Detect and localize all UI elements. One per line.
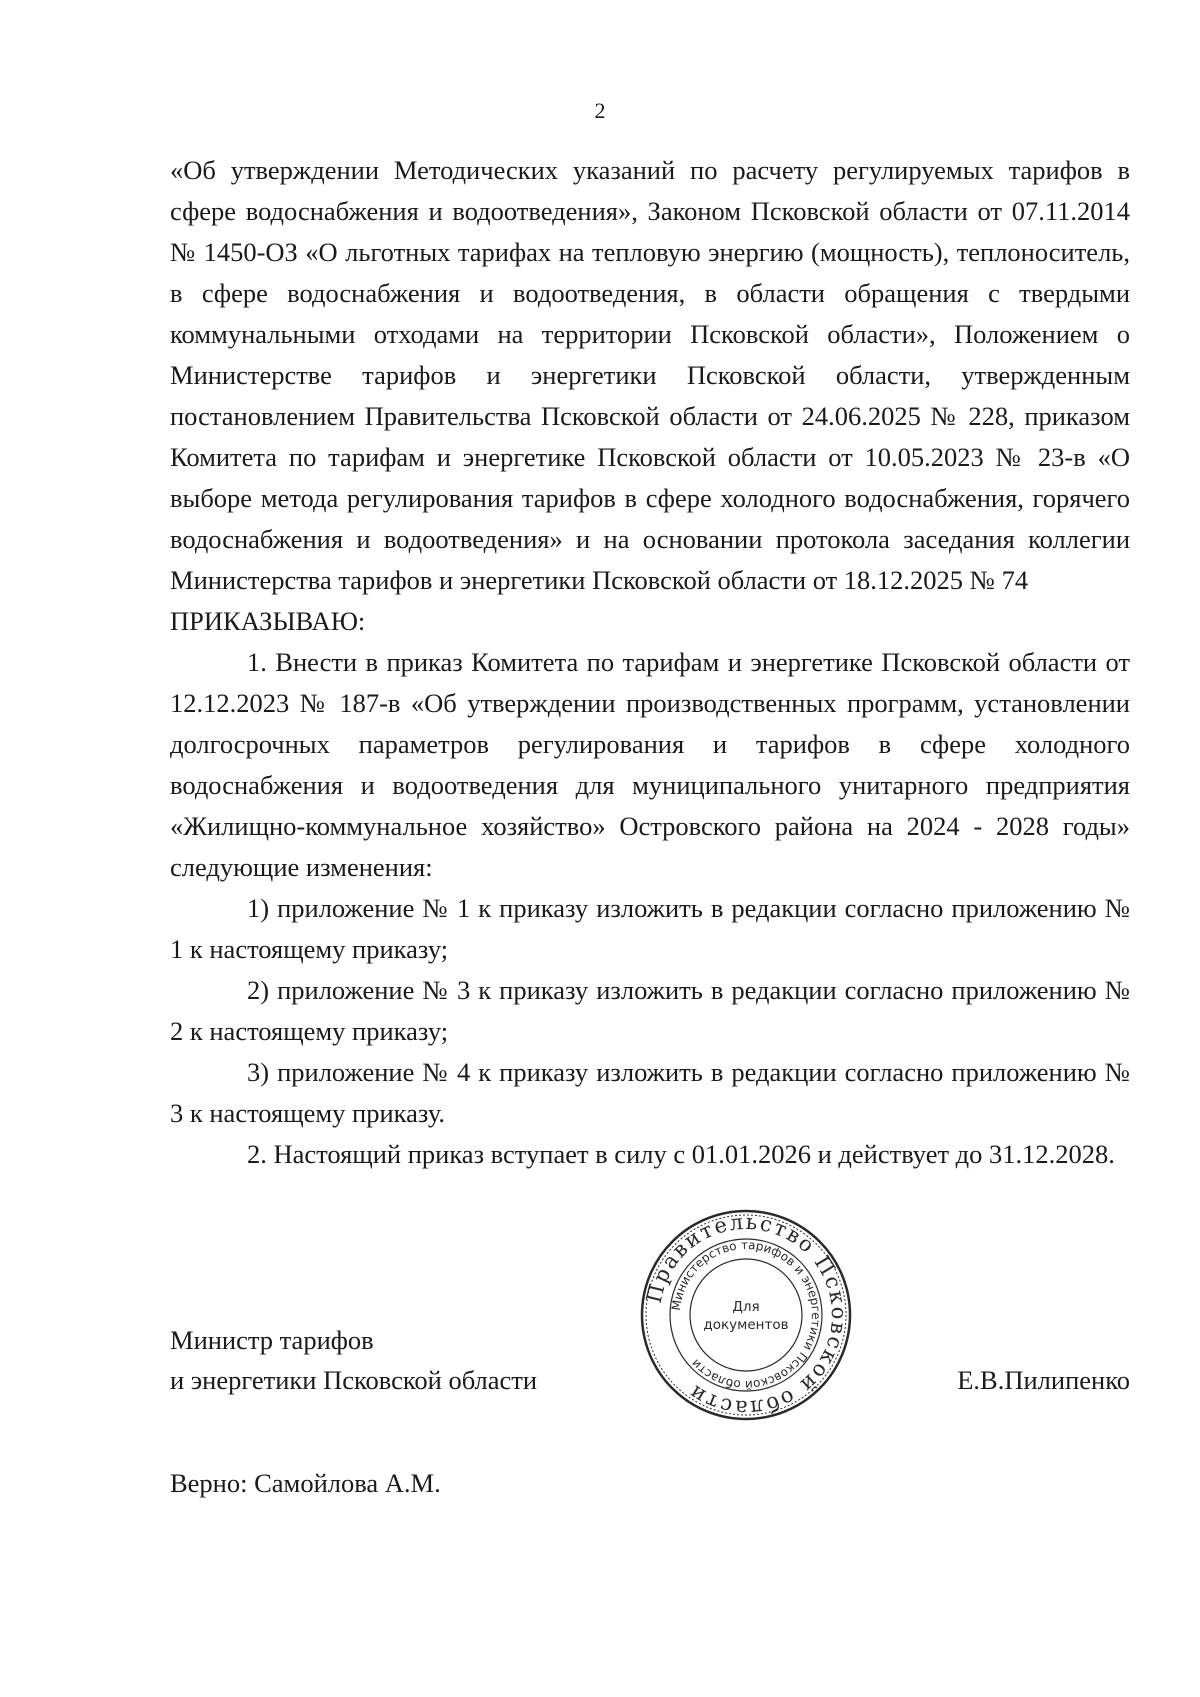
sub-item-3: 3) приложение № 4 к приказу изложить в редакции согласно приложению № 3 к настоящему приказу. (170, 1057, 1130, 1128)
item-1-paragraph: 1. Внести в приказ Комитета по тарифам и энергетике Псковской области от 12.12.2023 № 187-в «Об утверждении производственных программ, установлении долгосрочных параметров регулирования и тарифов в сфере холодного водоснабжения и водоотведения для муниципального унитарного предприятия «Жилищно-коммунальное хозяйство» Островского района на 2024 - 2028 годы» следующие изменения: (170, 647, 1130, 882)
sub-item-1: 1) приложение № 1 к приказу изложить в редакции согласно приложению № 1 к настоящему приказу; (170, 893, 1130, 964)
sub-item-2: 2) приложение № 3 к приказу изложить в редакции согласно приложению № 2 к настоящему приказу; (170, 975, 1130, 1046)
intro-paragraph: «Об утверждении Методических указаний по расчету регулируемых тарифов в сфере водоснабжения и водоотведения», Законом Псковской области от 07.11.2014 № 1450-ОЗ «О льготных тарифах на тепловую энергию (мощность), теплоноситель, в сфере водоснабжения и водоотведения, в области обращения с твердыми коммунальными отходами на территории Псковской области», Положением о Министерстве тарифов и энергетики Псковской области, утвержденным постановлением Правительства Псковской области от 24.06.2025 № 228, приказом Комитета по тарифам и энергетике Псковской области от 10.05.2023 № 23-в «О выборе метода регулирования тарифов в сфере холодного водоснабжения, горячего водоснабжения и водоотведения» и на основании протокола заседания коллегии Министерства тарифов и энергетики Псковской области от 18.12.2025 № 74 (170, 155, 1130, 595)
order-heading: ПРИКАЗЫВАЮ: (170, 606, 366, 636)
document-body (170, 150, 1130, 1175)
item-2-paragraph: 2. Настоящий приказ вступает в силу с 01.01.2026 и действует до 31.12.2028. (247, 1139, 1115, 1169)
signer-name: Е.В.Пилипенко (957, 1365, 1130, 1395)
signature-position (170, 1320, 537, 1400)
official-seal (638, 1207, 854, 1423)
signature-position-line1: Министр тарифов (170, 1325, 374, 1355)
verified-line: Верно: Самойлова А.М. (170, 1468, 441, 1498)
seal-center-line2: документов (703, 1317, 789, 1333)
seal-graphic (638, 1207, 854, 1423)
signature-position-line2: и энергетики Псковской области (170, 1365, 538, 1395)
seal-center-line1: Для (732, 1299, 760, 1315)
seal-inner-ring (690, 1259, 802, 1371)
seal-inner-text: Министерство тарифов и энергетики Псковской области (669, 1237, 824, 1393)
seal-outer-text: Правительство Псковской области (641, 1209, 852, 1421)
page-number: 2 (594, 98, 606, 123)
